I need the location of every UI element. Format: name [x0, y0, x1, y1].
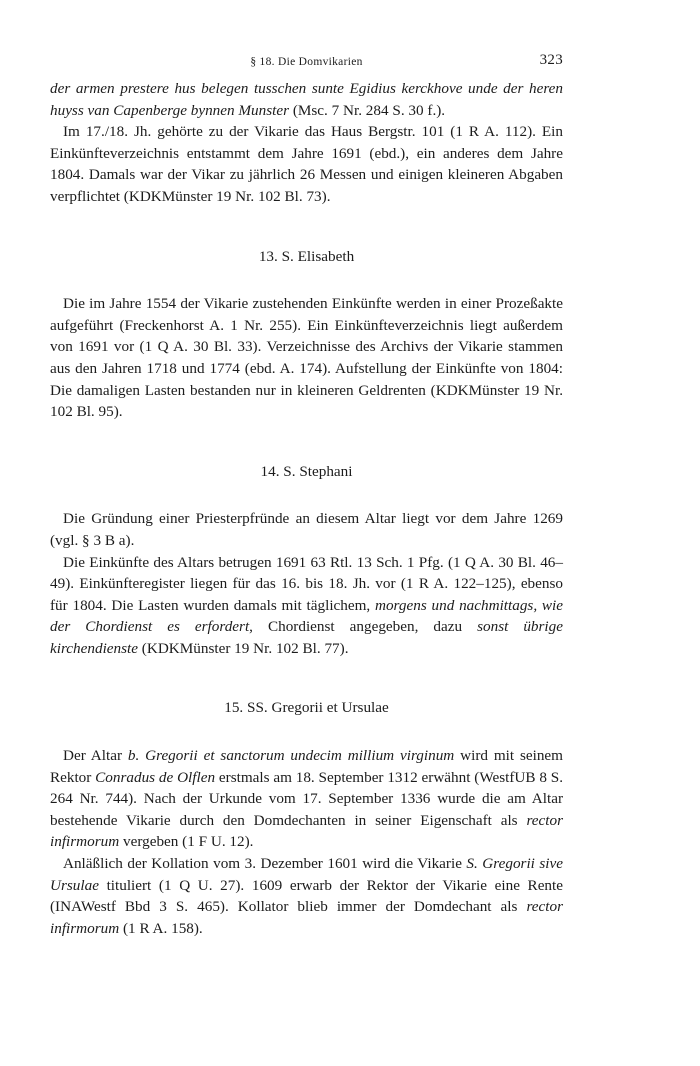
text-run: (1 R A. 158).: [119, 919, 203, 937]
running-head: [50, 52, 563, 78]
section-heading: 15. SS. Gregorii et Ursulae: [224, 699, 389, 717]
italic-text: rector infirmorum: [50, 898, 563, 937]
text-run: tituliert (1 Q U. 27). 1609 erwarb der Rektor der Vikarie eine Rente (INAWestf Bbd 3 S. 465). Kollator blieb immer der Domdechant als: [50, 876, 563, 916]
section-spacer: [50, 267, 563, 293]
section-heading: 14. S. Stephani: [260, 462, 353, 480]
text-run: (Msc. 7 Nr. 284 S. 30 f.).: [289, 101, 446, 119]
text-run: Im 17./18. Jh. gehörte zu der Vikarie das Haus Bergstr. 101 (1 R A. 112). Ein Einkünfteverzeichnis entstammt dem Jahre 1691 (ebd.), ein anderes dem Jahre 1804. Damals war der Vikar zu jährlich 26 Messen und einigen kleineren Abgaben verpflichtet (KDKMünster 19 Nr. 102 Bl. 73).: [50, 123, 563, 205]
italic-text: b. Gregorii et sanctorum undecim millium virginum: [127, 747, 455, 765]
body-paragraph: [50, 121, 563, 207]
body-paragraph: [50, 745, 563, 853]
section-spacer: [50, 659, 563, 697]
text-run: erstmals am 18. September 1312 erwähnt (WestfUB 8 S. 264 Nr. 744). Nach der Urkunde vom 17. September 1336 wurde die am Altar bestehende Vikarie durch den Domdechanten in seiner Eigenschaft als: [50, 768, 563, 829]
body-paragraph: [50, 552, 563, 660]
text-run: vergeben (1 F U. 12).: [119, 833, 254, 851]
body-paragraph: [50, 78, 563, 121]
italic-text: morgens und nachmittags, wie der Chordienst es erfordert: [50, 596, 563, 636]
italic-text: S. Gregorii sive Ursulae: [50, 855, 563, 894]
text-run: Anläßlich der Kollation vom 3. Dezember 1601 wird die Vikarie: [63, 855, 467, 873]
section-spacer: [50, 208, 563, 246]
section-spacer: [50, 719, 563, 745]
text-run: Die Gründung einer Priesterpfründe an diesem Altar liegt vor dem Jahre 1269 (vgl. § 3 B a).: [50, 510, 563, 549]
text-run: Die im Jahre 1554 der Vikarie zustehenden Einkünfte werden in einer Prozeßakte aufgeführt (Freckenhorst A. 1 Nr. 255). Ein Einkünfteverzeichnis liegt außerdem von 1691 vor (1 Q A. 30 Bl. 33). Verzeichnisse des Archivs der Vikarie stammen aus den Jahren 1718 und 1774 (ebd. A. 174). Aufstellung der Einkünfte von 1804: Die damaligen Lasten bestanden nur in kleineren Geldrenten (KDKMünster 19 Nr. 102 Bl. 95).: [50, 295, 563, 421]
text-run: Der Altar: [63, 747, 128, 765]
italic-text: rector infirmorum: [50, 811, 563, 851]
document-body: [50, 78, 563, 939]
italic-text: Conradus de Olflen: [95, 768, 216, 786]
text-run: , Chordienst angegeben, dazu: [249, 618, 478, 636]
section-spacer: [50, 423, 563, 461]
section-spacer: [50, 482, 563, 508]
page-number: 323: [539, 52, 563, 68]
document-page: [50, 52, 563, 939]
text-run: (KDKMünster 19 Nr. 102 Bl. 77).: [138, 639, 349, 657]
body-paragraph: [50, 853, 563, 939]
running-title: § 18. Die Domvikarien: [250, 56, 363, 68]
text-run: wird mit seinem Rektor: [50, 747, 563, 786]
italic-text: sonst übrige kirchendienste: [50, 618, 563, 657]
italic-text: der armen prestere hus belegen tusschen sunte Egidius kerckhove unde der heren huyss van Capenberge bynnen Munster: [50, 80, 563, 119]
section-heading: 13. S. Elisabeth: [258, 247, 355, 265]
body-paragraph: [50, 293, 563, 423]
text-run: Die Einkünfte des Altars betrugen 1691 63 Rtl. 13 Sch. 1 Pfg. (1 Q A. 30 Bl. 46–49). Einkünfteregister liegen für das 16. bis 18. Jh. vor (1 R A. 122–125), ebenso für 1804. Die Lasten wurden damals mit täglichem,: [50, 553, 563, 614]
body-paragraph: [50, 508, 563, 551]
